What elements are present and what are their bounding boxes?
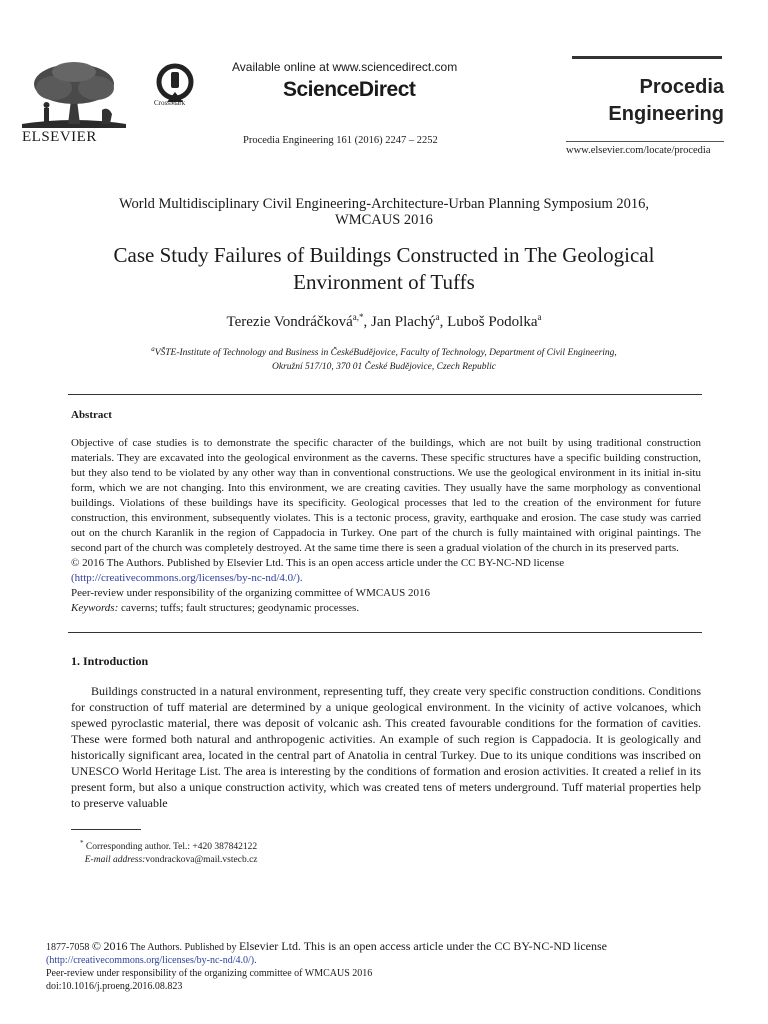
author-name: Terezie Vondráčková <box>226 314 353 330</box>
journal-name-line1: Procedia <box>639 76 724 98</box>
license-link[interactable]: (http://creativecommons.org/licenses/by-nc-nd/4.0/). <box>71 572 303 584</box>
header-divider <box>566 141 724 142</box>
email-label: E-mail address: <box>84 855 146 866</box>
abstract-bottom-rule <box>68 632 702 633</box>
affiliation-line1 <box>60 342 708 360</box>
author-name: Jan Plachý <box>371 314 436 330</box>
email-line <box>80 854 258 867</box>
keywords-line <box>71 601 701 616</box>
journal-url-link[interactable]: www.elsevier.com/locate/procedia <box>566 145 711 156</box>
email-address[interactable]: vondrackova@mail.vstecb.cz <box>145 855 258 866</box>
title-line2: Environment of Tuffs <box>293 270 475 294</box>
abstract-copyright: © 2016 The Authors. Published by Elsevier Ltd. This is an open access article under the CC BY-NC-ND license <box>71 557 565 569</box>
section-heading-introduction: 1. Introduction <box>71 654 149 668</box>
keywords-label: Keywords: <box>71 602 119 614</box>
author-affil-mark: a,* <box>352 312 364 322</box>
sciencedirect-logo: ScienceDirect <box>283 78 416 101</box>
footnote-mark: * <box>80 839 84 847</box>
abstract-top-rule <box>68 394 702 395</box>
abstract-block <box>71 436 701 616</box>
bottom-license-link[interactable]: (http://creativecommons.org/licenses/by-nc-nd/4.0/). <box>46 955 257 966</box>
bottom-publication-info <box>46 940 607 993</box>
author-name: Luboš Podolka <box>447 314 538 330</box>
copyright-year: 2016 <box>103 939 128 953</box>
affiliation-mark: a <box>151 345 155 353</box>
footnote-rule <box>71 829 141 830</box>
publisher-name: Elsevier <box>238 939 279 953</box>
issn: 1877-7058 <box>46 942 90 953</box>
footnote <box>80 837 258 867</box>
affiliation <box>60 342 708 374</box>
affiliation-line2: Okružní 517/10, 370 01 České Budějovice, Czech Republic <box>272 362 496 373</box>
crossmark-label: CrossMark <box>154 99 186 107</box>
conference-name <box>60 196 708 228</box>
paper-title <box>60 242 708 296</box>
copyright-mid: The Authors. Published by <box>127 942 239 953</box>
copyright-sign: © <box>91 939 101 953</box>
abstract-peer-review: Peer-review under responsibility of the organizing committee of WMCAUS 2016 <box>71 587 430 599</box>
corresponding-author-text: Corresponding author. Tel.: +420 387842122 <box>83 842 258 853</box>
introduction-paragraph: Buildings constructed in a natural environment, representing tuff, they create very specific construction conditions. Conditions for construction of tuff material are determined by a unique geological environment. In the vicinity of active volcanoes, which spewed pyroclastic material, there was deposit of volcanic ash. This created favourable conditions for the formation of cavities. These were formed both natural and anthropogenic activities. An example of such region is Cappadocia. It is geologically and historically significant area, located in the central part of Anatolia in central Turkey. Due to its unique conditions was inscribed on UNESCO World Heritage List. The area is interesting by the conditions of formation and erosion activities. It created a relief in its present form, but also a unique construction activity, which was created tens of meters underground. Tuff material properties help to preserve valuable <box>71 684 701 810</box>
abstract-heading: Abstract <box>71 409 112 421</box>
journal-name-line2: Engineering <box>608 103 724 125</box>
author-list <box>60 312 708 331</box>
affiliation-text: VŠTE-Institute of Technology and Business in ČeskéBudějovice, Faculty of Technology, Department of Civil Engineering, <box>154 348 617 359</box>
bottom-peer-review: Peer-review under responsibility of the organizing committee of WMCAUS 2016 <box>46 968 373 979</box>
journal-citation: Procedia Engineering 161 (2016) 2247 – 2252 <box>243 135 438 146</box>
author-affil-mark: a <box>537 312 542 322</box>
keywords-text: caverns; tuffs; fault structures; geodynamic processes. <box>118 602 360 614</box>
doi-link[interactable]: doi:10.1016/j.proeng.2016.08.823 <box>46 981 183 992</box>
copyright-license: Ltd. This is an open access article under the CC BY-NC-ND license <box>278 939 607 953</box>
title-line1: Case Study Failures of Buildings Constructed in The Geological <box>113 243 655 267</box>
author-affil-mark: a <box>435 312 440 322</box>
author-separator: , <box>439 314 448 330</box>
corresponding-author-line <box>80 837 258 854</box>
abstract-body: Objective of case studies is to demonstrate the specific character of the buildings, which are not built by using traditional construction materials. They are excavated into the geological environment as the caverns. These specific structures have a specific building construction, but they also tend to be violated by any other way than in conventional constructions. We use the geological environment in its initial in-situ form, which we are not changing. Into this environment, we are creating cavities. They usually have the same morphology as conventional buildings. Violations of these buildings have its specificity. Geological processes that led to the creation of the environment for future construction, this environment, subsequently violates. This is a tectonic process, gravity, earthquake and erosion. The case study was carried out on the church Karanlik in the region of Cappadocia in Turkey. One part of the church is fully maintained with original paintings. The second part of the church was completely destroyed. At the same time there is seen a gradual violation of the church in its preserved parts. <box>71 437 701 554</box>
conference-line2: WMCAUS 2016 <box>335 212 433 228</box>
available-online-text: Available online at www.sciencedirect.com <box>232 60 458 74</box>
introduction-text <box>71 683 701 811</box>
elsevier-wordmark: ELSEVIER <box>22 129 97 145</box>
bottom-copyright-line <box>46 940 607 954</box>
conference-line1: World Multidisciplinary Civil Engineering-Architecture-Urban Planning Symposium 2016, <box>118 196 649 212</box>
author-separator: , <box>363 314 371 330</box>
journal-name <box>600 74 724 128</box>
